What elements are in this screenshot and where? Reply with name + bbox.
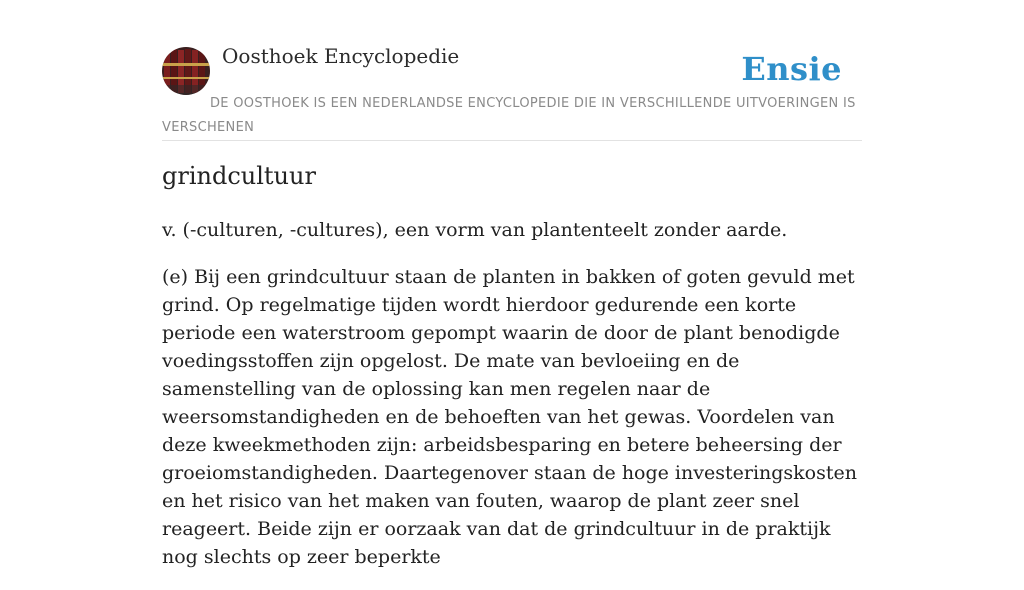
brand-logo-link[interactable]: Ensie [741,50,842,88]
article-title: grindcultuur [162,162,316,190]
site-header [162,40,862,141]
article-body: (e) Bij een grindcultuur staan de planten in bakken of goten gevuld met grind. Op regelmatige tijden wordt hierdoor gedurende een korte periode een waterstroom gepompt waarin de door de plant benodigde voedingsstoffen zijn opgelost. De mate van bevloeiing en de samenstelling van de oplossing kan men regelen naar de weersomstandigheden en de behoeften van het gewas. Voordelen van deze kweekmethoden zijn: arbeidsbesparing en betere beheersing der groeiomstandigheden. Daartegenover staan de hoge investeringskosten en het risico van het maken van fouten, waarop de plant zeer snel reageert. Beide zijn er oorzaak van dat de grindcultuur in de praktijk nog slechts op zeer beperkte [162,266,857,568]
site-tagline: DE OOSTHOEK IS EEN NEDERLANDSE ENCYCLOPEDIE DIE IN VERSCHILLENDE UITVOERINGEN IS VERSCHENEN [162,96,856,135]
encyclopedia-books-avatar[interactable] [162,47,210,95]
article-definition: v. (-culturen, -cultures), een vorm van plantenteelt zonder aarde. [162,219,788,241]
site-name-link[interactable]: Oosthoek Encyclopedie [222,44,460,68]
article-content [162,216,864,590]
